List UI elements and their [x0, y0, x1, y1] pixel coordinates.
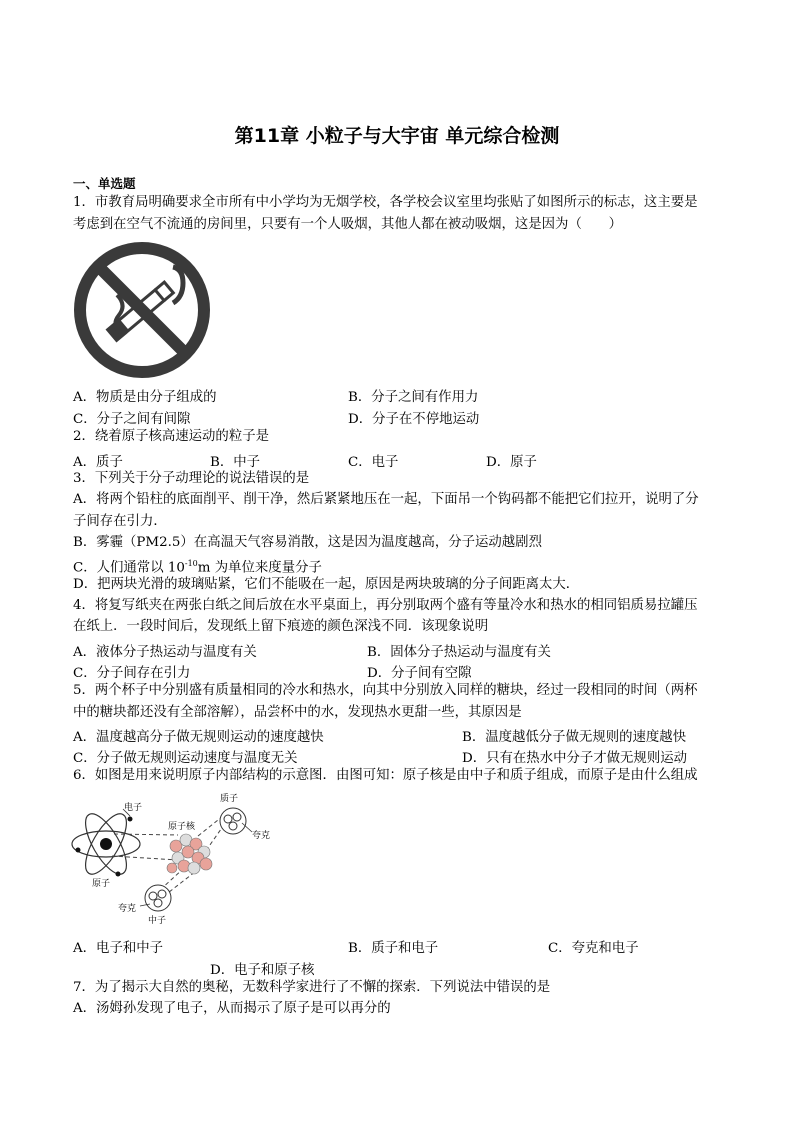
q1-option-a: A．物质是由分子组成的: [73, 390, 217, 405]
q3-option-c-exponent: -10: [184, 559, 198, 568]
q1-option-c: C．分子之间有间隙: [73, 412, 191, 427]
q1-stem-line1: 1．市教育局明确要求全市所有中小学均为无烟学校，各学校会议室里均张贴了如图所示的标志，这主要是: [73, 195, 698, 210]
q5-option-b: B．温度越低分子做无规则的速度越快: [462, 730, 687, 745]
q4-stem-line2: 在纸上．一段时间后，发现纸上留下痕迹的颜色深浅不同．该现象说明: [73, 619, 489, 634]
q4-option-a: A．液体分子热运动与温度有关: [73, 645, 257, 660]
q6-stem: 6．如图是用来说明原子内部结构的示意图．由图可知：原子核是由中子和质子组成，而原子是由什么组成: [73, 768, 698, 783]
label-neutron: 中子: [148, 916, 167, 924]
q2-option-d: D．原子: [486, 455, 537, 470]
q3-option-b: B．雾霾（PM2.5）在高温天气容易消散，这是因为温度越高，分子运动越剧烈: [73, 535, 542, 550]
q6-option-c: C．夸克和电子: [548, 941, 639, 956]
q5-option-d: D．只有在热水中分子才做无规则运动: [462, 751, 687, 766]
q5-stem-line1: 5．两个杯子中分别盛有质量相同的冷水和热水，向其中分别放入同样的糖块，经过一段相同的时间（两杯: [73, 683, 698, 698]
label-proton: 质子: [220, 794, 239, 804]
section-heading: 一、单选题: [73, 176, 136, 191]
q7-option-a: A．汤姆孙发现了电子，从而揭示了原子是可以再分的: [73, 1001, 391, 1016]
label-nucleus: 原子核: [168, 822, 196, 832]
q1-stem-line2: 考虑到在空气不流通的房间里，只要有一个人吸烟，其他人都在被动吸烟，这是因为（ ）: [73, 217, 623, 232]
q4-option-b: B．固体分子热运动与温度有关: [367, 645, 551, 660]
q1-option-b: B．分子之间有作用力: [348, 390, 479, 405]
q4-stem-line1: 4．将复写纸夹在两张白纸之间后放在水平桌面上，再分别取两个盛有等量冷水和热水的相同铝质易拉罐压: [73, 598, 698, 613]
q4-option-d: D．分子间有空隙: [367, 666, 472, 681]
q3-stem: 3．下列关于分子动理论的说法错误的是: [73, 471, 310, 486]
no-smoking-sign-icon: [73, 241, 211, 379]
q1-option-d: D．分子在不停地运动: [348, 412, 480, 427]
page-title: 第11章 小粒子与大宇宙 单元综合检测: [234, 125, 560, 147]
q2-stem: 2．绕着原子核高速运动的粒子是: [73, 429, 269, 444]
atom-structure-diagram: [68, 788, 278, 924]
q2-option-a: A．质子: [73, 455, 123, 470]
q4-option-c: C．分子间存在引力: [73, 666, 191, 681]
q3-option-c-text: C．人们通常以 10: [73, 560, 185, 576]
q3-option-a-line1: A．将两个铅柱的底面削平、削干净，然后紧紧地压在一起，下面吊一个钩码都不能把它们拉开，说明了分: [73, 492, 699, 507]
q6-option-a: A．电子和中子: [73, 941, 164, 956]
q5-stem-line2: 中的糖块都还没有全部溶解），品尝杯中的水，发现热水更甜一些，其原因是: [73, 705, 522, 720]
q5-option-a: A．温度越高分子做无规则运动的速度越快: [73, 730, 324, 745]
label-quark-top: 夸克: [252, 831, 271, 841]
label-atom: 原子: [92, 879, 111, 889]
q3-option-a-line2: 子间存在引力．: [73, 514, 167, 529]
q5-option-c: C．分子做无规则运动速度与温度无关: [73, 751, 298, 766]
q6-option-d: D．电子和原子核: [210, 963, 315, 978]
q2-option-c: C．电子: [348, 455, 399, 470]
q3-option-c-unit: m 为单位来度量分子: [197, 560, 322, 576]
label-electron: 电子: [124, 803, 143, 813]
q2-option-b: B．中子: [210, 455, 261, 470]
label-quark-bottom: 夸克: [118, 904, 137, 914]
q3-option-c: [73, 556, 322, 576]
q3-option-d: D．把两块光滑的玻璃贴紧，它们不能吸在一起，原因是两块玻璃的分子间距离太大．: [73, 577, 580, 592]
q7-stem: 7．为了揭示大自然的奥秘，无数科学家进行了不懈的探索．下列说法中错误的是: [73, 980, 551, 995]
q6-option-b: B．质子和电子: [348, 941, 439, 956]
